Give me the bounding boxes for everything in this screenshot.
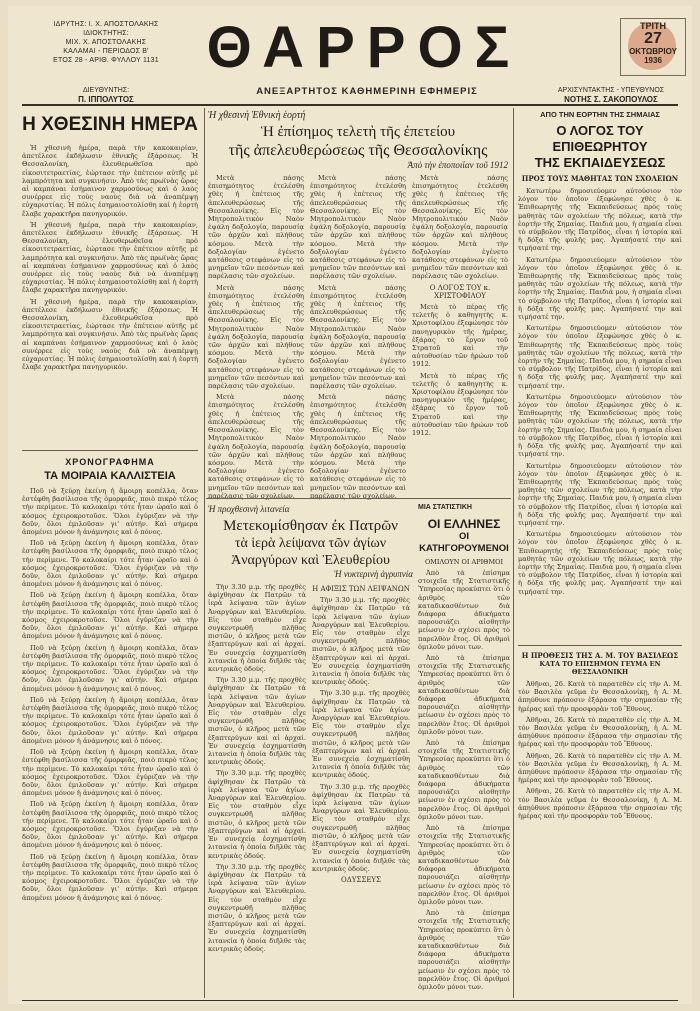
arrival-subhead: Η ΑΦΙΞΙΣ ΤΩΝ ΛΕΙΨΑΝΩΝ	[312, 585, 410, 593]
center-bottom-text: Τὴν 3.30 μ.μ. τῆς προχθὲς ἀφίχθησαν ἐκ Πατρῶν τὰ ἱερὰ λείψανα τῶν ἁγίων Ἀναργύρων καὶ Ἐλευθερίου. Εἰς τὸν σταθμὸν εἶχε συγκεντρωθῆ πλῆθος πιστῶν, ὁ κλῆρος μετὰ τῶν ἑξαπτερύγων καὶ αἱ ἀρχαί. Ἐν συνεχείᾳ ἐσχηματίσθη λιτανεία ἡ ὁποία διῆλθε τὰς κεντρικὰς ὁδούς.	[208, 583, 306, 674]
chronicle-text: Ποῦ νὰ ξεύρῃ ἐκείνη ἡ ἄμοιρη κοπέλλα, ὅταν ἐστέφθη βασίλισσα τῆς ὀμορφιᾶς, ποιὸ πικρὸ τέλος τὴν περίμενε. Τὸ καλοκαίρι τότε ἦταν ὡραῖο καὶ ὁ κόσμος ἐχειροκροτοῦσε. Ὅλοι ἐγύριζαν νὰ τὴν δοῦν, ὅλοι ἐμιλοῦσαν γι' αὐτήν. Καὶ σήμερα ἀπομένει μόνον ἡ ἀνάμνησις καὶ ὁ πόνος.	[22, 487, 198, 537]
center-bottom-title3: Ἀναργύρων καὶ Ἐλευθερίου	[231, 553, 390, 568]
right-column	[518, 110, 682, 994]
christofilou-text: Μετὰ τὸ πέρας τῆς τελετῆς ὁ καθηγητὴς κ. Χριστοφίλου ἐξεφώνησε τὸν πανηγυρικὸν τῆς ἡμέρας, ἐξάρας τὸ ἔργον τοῦ Στρατοῦ καὶ τὴν αὐτοθυσίαν τῶν ἡρώων τοῦ 1912.	[412, 303, 508, 369]
owner-label: ΙΔΙΟΚΤΗΤΗΣ:	[83, 30, 129, 37]
center-top-col1	[208, 174, 304, 500]
stats-text: Ἀπὸ τὰ ἐπίσημα στοιχεῖα τῆς Στατιστικῆς Ὑπηρεσίας προκύπτει ὅτι ὁ ἀριθμὸς τῶν καταδικασθέντων διὰ διάφορα ἀδικήματα παρουσιάζει αἰσθητὴν μείωσιν ἐν σχέσει πρὸς τὸ παρελθὸν ἔτος. Οἱ ἀριθμοὶ ὁμιλοῦν μόνοι των.	[418, 569, 510, 651]
editor-name: ΝΟΤΗΣ Σ. ΣΑΚΟΠΟΥΛΟΣ	[564, 95, 658, 104]
stats-kicker: ΜΙΑ ΣΤΑΤΙΣΤΙΚΗ	[418, 504, 472, 511]
center-bottom-columns	[208, 583, 413, 973]
center-top-columns	[208, 174, 508, 500]
right-section-rule	[518, 645, 682, 646]
center-top-text-cont: Μετὰ πάσης ἐπισημότητος ἐτελέσθη χθὲς ἡ ἐπέτειος τῆς ἀπελευθερώσεως τῆς Θεσσαλονίκης. Εἰς τὸν Μητροπολιτικὸν Ναὸν ἐψάλη δοξολογία, παρουσίᾳ τῶν ἀρχῶν καὶ πλήθους κόσμου. Μετὰ τὴν δοξολογίαν ἐγένετο κατάθεσις στεφάνων εἰς τὸ μνημεῖον τῶν πεσόντων καὶ παρέλασις τῶν σχολείων.	[208, 393, 304, 500]
center-bottom-kicker2: Ἡ νυκτερινὴ ἀγρυπνία	[334, 569, 413, 579]
chronicle-text-cont: Ποῦ νὰ ξεύρῃ ἐκείνη ἡ ἄμοιρη κοπέλλα, ὅταν ἐστέφθη βασίλισσα τῆς ὀμορφιᾶς, ποιὸ πικρὸ τέλος τὴν περίμενε. Τὸ καλοκαίρι τότε ἦταν ὡραῖο καὶ ὁ κόσμος ἐχειροκροτοῦσε. Ὅλοι ἐγύριζαν νὰ τὴν δοῦν, ὅλοι ἐμιλοῦσαν γι' αὐτήν. Καὶ σήμερα ἀπομένει μόνον ἡ ἀνάμνησις καὶ ὁ πόνος.	[22, 591, 198, 641]
center-bottom-title1: Μετεκομίσθησαν ἐκ Πατρῶν	[223, 518, 398, 534]
center-top-title2: τῆς ἀπελευθερώσεως τῆς Θεσσαλονίκης	[228, 142, 488, 159]
chronicle-title: ΤΑ ΜΟΙΡΑΙΑ ΚΑΛΛΙΣΤΕΙΑ	[44, 470, 176, 482]
king-body	[518, 680, 682, 940]
address-line: ΚΑΛΑΜΑΙ - ΠΕΡΙΟΔΟΣ Β'	[63, 48, 149, 55]
stats-article	[418, 504, 510, 994]
left-article-text: Ἡ χθεσινὴ ἡμέρα, παρὰ τὴν κακοκαιρίαν, ἀπετέλεσε ἐκδήλωσιν ἐθνικῆς ἐξάρσεως. Ἡ Θεσσαλονίκη, ἐλευθερωθεῖσα πρὸ εἰκοσιτετραετίας, ἑώρτασε τὴν ἐπέτειον αὐτῆς μὲ λαμπρότητα καὶ συγκινήσιν. Ἀπὸ τὰς πρωϊνὰς ὥρας αἱ καμπάναι ἐσήμαινον χαρμοσύνως καὶ ὁ λαὸς συνέρρεε εἰς τοὺς ναοὺς διὰ νὰ ἀναπέμψῃ εὐχαριστίας. Ἡ πόλις ἐσημαιοστολίσθη καὶ ἡ ἑορτὴ ἔλαβε χαρακτῆρα πανηγυρικόν.	[22, 144, 198, 218]
right-text-cont: Κατωτέρω δημοσιεύομεν αὐτούσιον τὸν λόγον τὸν ὁποῖον ἐξεφώνησε χθὲς ὁ κ. Ἐπιθεωρητὴς τῆς Ἐκπαιδεύσεως πρὸς τοὺς μαθητὰς τῶν σχολείων τῆς πόλεως, κατὰ τὴν ἑορτὴν τῆς Σημαίας. Παιδιά μου, ἡ σημαία εἶναι τὸ σύμβολον τῆς Πατρίδος, εἶναι ἡ ἱστορία καὶ ἡ δόξα τῆς φυλῆς μας. Ἀγαπήσατέ την καὶ τιμήσατέ την.	[518, 530, 682, 596]
left-article-text-cont: Ἡ χθεσινὴ ἡμέρα, παρὰ τὴν κακοκαιρίαν, ἀπετέλεσε ἐκδήλωσιν ἐθνικῆς ἐξάρσεως. Ἡ Θεσσαλονίκη, ἐλευθερωθεῖσα πρὸ εἰκοσιτετραετίας, ἑώρτασε τὴν ἐπέτειον αὐτῆς μὲ λαμπρότητα καὶ συγκινήσιν. Ἀπὸ τὰς πρωϊνὰς ὥρας αἱ καμπάναι ἐσήμαινον χαρμοσύνως καὶ ὁ λαὸς συνέρρεε εἰς τοὺς ναοὺς διὰ νὰ ἀναπέμψῃ εὐχαριστίας. Ἡ πόλις ἐσημαιοστολίσθη καὶ ἡ ἑορτὴ ἔλαβε χαρακτῆρα πανηγυρικόν.	[22, 297, 198, 372]
christofilou-text-cont: Μετὰ τὸ πέρας τῆς τελετῆς ὁ καθηγητὴς κ. Χριστοφίλου ἐξεφώνησε τὸν πανηγυρικὸν τῆς ἡμέρας, ἐξάρας τὸ ἔργον τοῦ Στρατοῦ καὶ τὴν αὐτοθυσίαν τῶν ἡρώων τοῦ 1912.	[412, 371, 508, 438]
date-year: 1936	[644, 56, 662, 65]
masthead-title: ΘΑΡΡΟΣ	[206, 15, 522, 80]
left-article-body	[22, 144, 198, 444]
center-bottom-kicker: Ἡ προχθεσινὴ λιτανεία	[208, 504, 290, 514]
chronicle-text-cont: Ποῦ νὰ ξεύρῃ ἐκείνη ἡ ἄμοιρη κοπέλλα, ὅταν ἐστέφθη βασίλισσα τῆς ὀμορφιᾶς, ποιὸ πικρὸ τέλος τὴν περίμενε. Τὸ καλοκαίρι τότε ἦταν ὡραῖο καὶ ὁ κόσμος ἐχειροκροτοῦσε. Ὅλοι ἐγύριζαν νὰ τὴν δοῦν, ὅλοι ἐμιλοῦσαν γι' αὐτήν. Καὶ σήμερα ἀπομένει μόνον ἡ ἀνάμνησις καὶ ὁ πόνος.	[22, 695, 198, 745]
king-text: Ἀθῆναι, 26. Κατὰ τὸ παρατεθὲν εἰς τὴν Α. Μ. τὸν Βασιλέα γεῦμα ἐν Θεσσαλονίκῃ, ἡ Α. Μ. ἀπηύθυνε πρόποσιν ἐξάρασα τὴν σημασίαν τῆς ἡμέρας καὶ τὴν προσφορὰν τοῦ Ἔθνους.	[518, 680, 682, 713]
right-body	[518, 187, 682, 637]
center-bottom-article	[208, 504, 413, 994]
center-top-text-cont: Μετὰ πάσης ἐπισημότητος ἐτελέσθη χθὲς ἡ ἐπέτειος τῆς ἀπελευθερώσεως τῆς Θεσσαλονίκης. Εἰς τὸν Μητροπολιτικὸν Ναὸν ἐψάλη δοξολογία, παρουσίᾳ τῶν ἀρχῶν καὶ πλήθους κόσμου. Μετὰ τὴν δοξολογίαν ἐγένετο κατάθεσις στεφάνων εἰς τὸ μνημεῖον τῶν πεσόντων καὶ παρέλασις τῶν σχολείων.	[310, 174, 406, 281]
left-article-text-cont: Ἡ χθεσινὴ ἡμέρα, παρὰ τὴν κακοκαιρίαν, ἀπετέλεσε ἐκδήλωσιν ἐθνικῆς ἐξάρσεως. Ἡ Θεσσαλονίκη, ἐλευθερωθεῖσα πρὸ εἰκοσιτετραετίας, ἑώρτασε τὴν ἐπέτειον αὐτῆς μὲ λαμπρότητα καὶ συγκινήσιν. Ἀπὸ τὰς πρωϊνὰς ὥρας αἱ καμπάναι ἐσήμαινον χαρμοσύνως καὶ ὁ λαὸς συνέρρεε εἰς τοὺς ναοὺς διὰ νὰ ἀναπέμψῃ εὐχαριστίας. Ἡ πόλις ἐσημαιοστολίσθη καὶ ἡ ἑορτὴ ἔλαβε χαρακτῆρα πανηγυρικόν.	[22, 220, 198, 295]
header-rule	[22, 104, 678, 106]
stats-sub: ΟΜΙΛΟΥΝ ΟΙ ΑΡΙΘΜΟΙ	[424, 558, 504, 566]
center-top-text-cont: Μετὰ πάσης ἐπισημότητος ἐτελέσθη χθὲς ἡ ἐπέτειος τῆς ἀπελευθερώσεως τῆς Θεσσαλονίκης. Εἰς τὸν Μητροπολιτικὸν Ναὸν ἐψάλη δοξολογία, παρουσίᾳ τῶν ἀρχῶν καὶ πλήθους κόσμου. Μετὰ τὴν δοξολογίαν ἐγένετο κατάθεσις στεφάνων εἰς τὸ μνημεῖον τῶν πεσόντων καὶ παρέλασις τῶν σχολείων.	[412, 174, 508, 281]
chronicle-text-cont: Ποῦ νὰ ξεύρῃ ἐκείνη ἡ ἄμοιρη κοπέλλα, ὅταν ἐστέφθη βασίλισσα τῆς ὀμορφιᾶς, ποιὸ πικρὸ τέλος τὴν περίμενε. Τὸ καλοκαίρι τότε ἦταν ὡραῖο καὶ ὁ κόσμος ἐχειροκροτοῦσε. Ὅλοι ἐγύριζαν νὰ τὴν δοῦν, ὅλοι ἐμιλοῦσαν γι' αὐτήν. Καὶ σήμερα ἀπομένει μόνον ἡ ἀνάμνησις καὶ ὁ πόνος.	[22, 800, 198, 850]
issue-line: ΕΤΟΣ 28 - ΑΡΙΘ. ΦΥΛΛΟΥ 1131	[53, 57, 159, 64]
left-column	[22, 110, 198, 990]
director-info	[26, 86, 186, 104]
paper-subtitle: ΑΝΕΞΑΡΤΗΤΟΣ ΚΑΘΗΜΕΡΙΝΗ ΕΦΗΜΕΡΙΣ	[256, 86, 478, 97]
editor-info	[536, 86, 686, 104]
center-top-text: Μετὰ πάσης ἐπισημότητος ἐτελέσθη χθὲς ἡ ἐπέτειος τῆς ἀπελευθερώσεως τῆς Θεσσαλονίκης. Εἰς τὸν Μητροπολιτικὸν Ναὸν ἐψάλη δοξολογία, παρουσίᾳ τῶν ἀρχῶν καὶ πλήθους κόσμου. Μετὰ τὴν δοξολογίαν ἐγένετο κατάθεσις στεφάνων εἰς τὸ μνημεῖον τῶν πεσόντων καὶ παρέλασις τῶν σχολείων.	[208, 174, 304, 281]
right-kicker: ΑΠΟ ΤΗΝ ΕΟΡΤΗΝ ΤΗΣ ΣΗΜΑΙΑΣ	[540, 110, 660, 119]
center-bottom-text-cont: Τὴν 3.30 μ.μ. τῆς προχθὲς ἀφίχθησαν ἐκ Πατρῶν τὰ ἱερὰ λείψανα τῶν ἁγίων Ἀναργύρων καὶ Ἐλευθερίου. Εἰς τὸν σταθμὸν εἶχε συγκεντρωθῆ πλῆθος πιστῶν, ὁ κλῆρος μετὰ τῶν ἑξαπτερύγων καὶ αἱ ἀρχαί. Ἐν συνεχείᾳ ἐσχηματίσθη λιτανεία ἡ ὁποία διῆλθε τὰς κεντρικὰς ὁδούς.	[312, 782, 410, 873]
center-top-text-cont: Μετὰ πάσης ἐπισημότητος ἐτελέσθη χθὲς ἡ ἐπέτειος τῆς ἀπελευθερώσεως τῆς Θεσσαλονίκης. Εἰς τὸν Μητροπολιτικὸν Ναὸν ἐψάλη δοξολογία, παρουσίᾳ τῶν ἀρχῶν καὶ πλήθους κόσμου. Μετὰ τὴν δοξολογίαν ἐγένετο κατάθεσις στεφάνων εἰς τὸ μνημεῖον τῶν πεσόντων καὶ παρέλασις τῶν σχολείων.	[208, 283, 304, 391]
date-number: 27	[644, 30, 662, 47]
center-bottom-title2: τὰ ἱερὰ λείψανα τῶν ἁγίων	[234, 536, 387, 551]
king-text-cont: Ἀθῆναι, 26. Κατὰ τὸ παρατεθὲν εἰς τὴν Α. Μ. τὸν Βασιλέα γεῦμα ἐν Θεσσαλονίκῃ, ἡ Α. Μ. ἀπηύθυνε πρόποσιν ἐξάρασα τὴν σημασίαν τῆς ἡμέρας καὶ τὴν προσφορὰν τοῦ Ἔθνους.	[518, 751, 682, 785]
center-top-text-cont: Μετὰ πάσης ἐπισημότητος ἐτελέσθη χθὲς ἡ ἐπέτειος τῆς ἀπελευθερώσεως τῆς Θεσσαλονίκης. Εἰς τὸν Μητροπολιτικὸν Ναὸν ἐψάλη δοξολογία, παρουσίᾳ τῶν ἀρχῶν καὶ πλήθους κόσμου. Μετὰ τὴν δοξολογίαν ἐγένετο κατάθεσις στεφάνων εἰς τὸ μνημεῖον τῶν πεσόντων καὶ παρέλασις τῶν σχολείων.	[310, 393, 406, 500]
center-top-col2	[310, 174, 406, 500]
right-text-cont: Κατωτέρω δημοσιεύομεν αὐτούσιον τὸν λόγον τὸν ὁποῖον ἐξεφώνησε χθὲς ὁ κ. Ἐπιθεωρητὴς τῆς Ἐκπαιδεύσεως πρὸς τοὺς μαθητὰς τῶν σχολείων τῆς πόλεως, κατὰ τὴν ἑορτὴν τῆς Σημαίας. Παιδιά μου, ἡ σημαία εἶναι τὸ σύμβολον τῆς Πατρίδος, εἶναι ἡ ἱστορία καὶ ἡ δόξα τῆς φυλῆς μας. Ἀγαπήσατέ την καὶ τιμήσατέ την.	[518, 392, 682, 459]
center-bottom-text-cont: Τὴν 3.30 μ.μ. τῆς προχθὲς ἀφίχθησαν ἐκ Πατρῶν τὰ ἱερὰ λείψανα τῶν ἁγίων Ἀναργύρων καὶ Ἐλευθερίου. Εἰς τὸν σταθμὸν εἶχε συγκεντρωθῆ πλῆθος πιστῶν, ὁ κλῆρος μετὰ τῶν ἑξαπτερύγων καὶ αἱ ἀρχαί. Ἐν συνεχείᾳ ἐσχηματίσθη λιτανεία ἡ ὁποία διῆλθε τὰς κεντρικὰς ὁδούς.	[312, 596, 410, 687]
chronicle-body	[22, 487, 198, 1007]
founder-line: ΙΔΡΥΤΗΣ: Ι. Χ. ΑΠΟΣΤΟΛΑΚΗΣ	[53, 21, 159, 28]
stats-title1: ΟΙ ΕΛΛΗΝΕΣ	[427, 517, 501, 531]
center-bottom-text-cont: Τὴν 3.30 μ.μ. τῆς προχθὲς ἀφίχθησαν ἐκ Πατρῶν τὰ ἱερὰ λείψανα τῶν ἁγίων Ἀναργύρων καὶ Ἐλευθερίου. Εἰς τὸν σταθμὸν εἶχε συγκεντρωθῆ πλῆθος πιστῶν, ὁ κλῆρος μετὰ τῶν ἑξαπτερύγων καὶ αἱ ἀρχαί. Ἐν συνεχείᾳ ἐσχηματίσθη λιτανεία ἡ ὁποία διῆλθε τὰς κεντρικὰς ὁδούς.	[208, 769, 306, 860]
chronicle-heading: ΧΡΟΝΟΓΡΑΦΗΜΑ	[65, 457, 155, 467]
right-sub: ΠΡΟΣ ΤΟΥΣ ΜΑΘΗΤΑΣ ΤΩΝ ΣΧΟΛΕΙΩΝ	[521, 174, 679, 183]
newspaper-page	[8, 6, 692, 1004]
stats-text-cont: Ἀπὸ τὰ ἐπίσημα στοιχεῖα τῆς Στατιστικῆς Ὑπηρεσίας προκύπτει ὅτι ὁ ἀριθμὸς τῶν καταδικασθέντων διὰ διάφορα ἀδικήματα παρουσιάζει αἰσθητὴν μείωσιν ἐν σχέσει πρὸς τὸ παρελθὸν ἔτος. Οἱ ἀριθμοὶ ὁμιλοῦν μόνοι των.	[418, 909, 510, 991]
center-top-kicker2: Ἀπὸ τὴν ἐποποιΐαν τοῦ 1912	[407, 160, 508, 170]
stats-text-cont: Ἀπὸ τὰ ἐπίσημα στοιχεῖα τῆς Στατιστικῆς Ὑπηρεσίας προκύπτει ὅτι ὁ ἀριθμὸς τῶν καταδικασθέντων διὰ διάφορα ἀδικήματα παρουσιάζει αἰσθητὴν μείωσιν ἐν σχέσει πρὸς τὸ παρελθὸν ἔτος. Οἱ ἀριθμοὶ ὁμιλοῦν μόνοι των.	[418, 824, 510, 906]
center-top-kicker: Ἡ χθεσινὴ Ἐθνικὴ ἑορτή	[208, 110, 306, 121]
stats-text-cont: Ἀπὸ τὰ ἐπίσημα στοιχεῖα τῆς Στατιστικῆς Ὑπηρεσίας προκύπτει ὅτι ὁ ἀριθμὸς τῶν καταδικασθέντων διὰ διάφορα ἀδικήματα παρουσιάζει αἰσθητὴν μείωσιν ἐν σχέσει πρὸς τὸ παρελθὸν ἔτος. Οἱ ἀριθμοὶ ὁμιλοῦν μόνοι των.	[418, 739, 510, 821]
king-text-cont: Ἀθῆναι, 26. Κατὰ τὸ παρατεθὲν εἰς τὴν Α. Μ. τὸν Βασιλέα γεῦμα ἐν Θεσσαλονίκῃ, ἡ Α. Μ. ἀπηύθυνε πρόποσιν ἐξάρασα τὴν σημασίαν τῆς ἡμέρας καὶ τὴν προσφορὰν τοῦ Ἔθνους.	[518, 715, 682, 749]
stats-title2: ΟΙ ΚΑΤΗΓΟΡΟΥΜΕΝΟΙ	[419, 531, 509, 554]
chronicle-text-cont: Ποῦ νὰ ξεύρῃ ἐκείνη ἡ ἄμοιρη κοπέλλα, ὅταν ἐστέφθη βασίλισσα τῆς ὀμορφιᾶς, ποιὸ πικρὸ τέλος τὴν περίμενε. Τὸ καλοκαίρι τότε ἦταν ὡραῖο καὶ ὁ κόσμος ἐχειροκροτοῦσε. Ὅλοι ἐγύριζαν νὰ τὴν δοῦν, ὅλοι ἐμιλοῦσαν γι' αὐτήν. Καὶ σήμερα ἀπομένει μόνον ἡ ἀνάμνησις καὶ ὁ πόνος.	[22, 539, 198, 589]
chronicle-text-cont: Ποῦ νὰ ξεύρῃ ἐκείνη ἡ ἄμοιρη κοπέλλα, ὅταν ἐστέφθη βασίλισσα τῆς ὀμορφιᾶς, ποιὸ πικρὸ τέλος τὴν περίμενε. Τὸ καλοκαίρι τότε ἦταν ὡραῖο καὶ ὁ κόσμος ἐχειροκροτοῦσε. Ὅλοι ἐγύριζαν νὰ τὴν δοῦν, ὅλοι ἐμιλοῦσαν γι' αὐτήν. Καὶ σήμερα ἀπομένει μόνον ἡ ἀνάμνησις καὶ ὁ πόνος.	[22, 643, 198, 693]
king-heading: Η ΠΡΟΘΕΣΙΣ ΤΗΣ Α. Μ. ΤΟΥ ΒΑΣΙΛΕΩΣ	[521, 651, 679, 660]
christofilou-heading: Ο ΛΟΓΟΣ ΤΟΥ κ. ΧΡΙΣΤΟΦΙΛΟΥ	[429, 283, 491, 300]
center-bottom-text-cont: Τὴν 3.30 μ.μ. τῆς προχθὲς ἀφίχθησαν ἐκ Πατρῶν τὰ ἱερὰ λείψανα τῶν ἁγίων Ἀναργύρων καὶ Ἐλευθερίου. Εἰς τὸν σταθμὸν εἶχε συγκεντρωθῆ πλῆθος πιστῶν, ὁ κλῆρος μετὰ τῶν ἑξαπτερύγων καὶ αἱ ἀρχαί. Ἐν συνεχείᾳ ἐσχηματίσθη λιτανεία ἡ ὁποία διῆλθε τὰς κεντρικὰς ὁδούς.	[208, 862, 306, 953]
chronicle-text-cont: Ποῦ νὰ ξεύρῃ ἐκείνη ἡ ἄμοιρη κοπέλλα, ὅταν ἐστέφθη βασίλισσα τῆς ὀμορφιᾶς, ποιὸ πικρὸ τέλος τὴν περίμενε. Τὸ καλοκαίρι τότε ἦταν ὡραῖο καὶ ὁ κόσμος ἐχειροκροτοῦσε. Ὅλοι ἐγύριζαν νὰ τὴν δοῦν, ὅλοι ἐμιλοῦσαν γι' αὐτήν. Καὶ σήμερα ἀπομένει μόνον ἡ ἀνάμνησις καὶ ὁ πόνος.	[22, 748, 198, 798]
right-title1: Ο ΛΟΓΟΣ ΤΟΥ ΕΠΙΘΕΩΡΗΤΟΥ	[552, 123, 648, 154]
stats-body	[418, 569, 510, 991]
author-signature: ΟΔΥΣΣΕΥΣ	[341, 875, 381, 884]
center-bottom-text-cont: Τὴν 3.30 μ.μ. τῆς προχθὲς ἀφίχθησαν ἐκ Πατρῶν τὰ ἱερὰ λείψανα τῶν ἁγίων Ἀναργύρων καὶ Ἐλευθερίου. Εἰς τὸν σταθμὸν εἶχε συγκεντρωθῆ πλῆθος πιστῶν, ὁ κλῆρος μετὰ τῶν ἑξαπτερύγων καὶ αἱ ἀρχαί. Ἐν συνεχείᾳ ἐσχηματίσθη λιτανεία ἡ ὁποία διῆλθε τὰς κεντρικὰς ὁδούς.	[312, 689, 410, 780]
center-top-col3	[412, 174, 508, 474]
right-title2: ΤΗΣ ΕΚΠΑΙΔΕΥΣΕΩΣ	[534, 155, 666, 170]
center-section-rule	[206, 498, 511, 499]
right-text-cont: Κατωτέρω δημοσιεύομεν αὐτούσιον τὸν λόγον τὸν ὁποῖον ἐξεφώνησε χθὲς ὁ κ. Ἐπιθεωρητὴς τῆς Ἐκπαιδεύσεως πρὸς τοὺς μαθητὰς τῶν σχολείων τῆς πόλεως, κατὰ τὴν ἑορτὴν τῆς Σημαίας. Παιδιά μου, ἡ σημαία εἶναι τὸ σύμβολον τῆς Πατρίδος, εἶναι ἡ ἱστορία καὶ ἡ δόξα τῆς φυλῆς μας. Ἀγαπήσατέ την καὶ τιμήσατέ την.	[518, 461, 682, 527]
column-divider	[513, 108, 514, 998]
stats-text-cont: Ἀπὸ τὰ ἐπίσημα στοιχεῖα τῆς Στατιστικῆς Ὑπηρεσίας προκύπτει ὅτι ὁ ἀριθμὸς τῶν καταδικασθέντων διὰ διάφορα ἀδικήματα παρουσιάζει αἰσθητὴν μείωσιν ἐν σχέσει πρὸς τὸ παρελθὸν ἔτος. Οἱ ἀριθμοὶ ὁμιλοῦν μόνοι των.	[418, 654, 510, 736]
left-headline: Η ΧΘΕΣΙΝΗ ΗΜΕΡΑ	[22, 114, 198, 135]
right-text-cont: Κατωτέρω δημοσιεύομεν αὐτούσιον τὸν λόγον τὸν ὁποῖον ἐξεφώνησε χθὲς ὁ κ. Ἐπιθεωρητὴς τῆς Ἐκπαιδεύσεως πρὸς τοὺς μαθητὰς τῶν σχολείων τῆς πόλεως, κατὰ τὴν ἑορτὴν τῆς Σημαίας. Παιδιά μου, ἡ σημαία εἶναι τὸ σύμβολον τῆς Πατρίδος, εἶναι ἡ ἱστορία καὶ ἡ δόξα τῆς φυλῆς μας. Ἀγαπήσατέ την καὶ τιμήσατέ την.	[518, 255, 682, 322]
column-divider	[204, 108, 205, 998]
date-box	[620, 18, 686, 76]
date-day: ΤΡΙΤΗ	[640, 21, 666, 31]
right-text-cont: Κατωτέρω δημοσιεύομεν αὐτούσιον τὸν λόγον τὸν ὁποῖον ἐξεφώνησε χθὲς ὁ κ. Ἐπιθεωρητὴς τῆς Ἐκπαιδεύσεως πρὸς τοὺς μαθητὰς τῶν σχολείων τῆς πόλεως, κατὰ τὴν ἑορτὴν τῆς Σημαίας. Παιδιά μου, ἡ σημαία εἶναι τὸ σύμβολον τῆς Πατρίδος, εἶναι ἡ ἱστορία καὶ ἡ δόξα τῆς φυλῆς μας. Ἀγαπήσατέ την καὶ τιμήσατέ την.	[518, 324, 682, 390]
king-subheading: ΚΑΤΑ ΤΟ ΕΠΙΣΗΜΟΝ ΓΕΥΜΑ ΕΝ ΘΕΣΣΑΛΟΝΙΚΗ	[539, 660, 661, 676]
right-text: Κατωτέρω δημοσιεύομεν αὐτούσιον τὸν λόγον τὸν ὁποῖον ἐξεφώνησε χθὲς ὁ κ. Ἐπιθεωρητὴς τῆς Ἐκπαιδεύσεως πρὸς τοὺς μαθητὰς τῶν σχολείων τῆς πόλεως, κατὰ τὴν ἑορτὴν τῆς Σημαίας. Παιδιά μου, ἡ σημαία εἶναι τὸ σύμβολον τῆς Πατρίδος, εἶναι ἡ ἱστορία καὶ ἡ δόξα τῆς φυλῆς μας. Ἀγαπήσατέ την καὶ τιμήσατέ την.	[518, 187, 682, 253]
center-bottom-text-cont: Τὴν 3.30 μ.μ. τῆς προχθὲς ἀφίχθησαν ἐκ Πατρῶν τὰ ἱερὰ λείψανα τῶν ἁγίων Ἀναργύρων καὶ Ἐλευθερίου. Εἰς τὸν σταθμὸν εἶχε συγκεντρωθῆ πλῆθος πιστῶν, ὁ κλῆρος μετὰ τῶν ἑξαπτερύγων καὶ αἱ ἀρχαί. Ἐν συνεχείᾳ ἐσχηματίσθη λιτανεία ἡ ὁποία διῆλθε τὰς κεντρικὰς ὁδούς.	[208, 676, 306, 767]
center-top-title1: Ἡ ἐπίσημος τελετὴ τῆς ἐπετείου	[260, 124, 456, 140]
director-label: ΔΙΕΥΘΥΝΤΗΣ:	[82, 87, 130, 94]
footer-rule	[22, 1000, 678, 1001]
editor-label: ΑΡΧΙΣΥΝΤΑΚΤΗΣ - ΥΠΕΥΘΥΝΟΣ	[557, 87, 665, 94]
center-bottom-col1	[208, 583, 306, 973]
king-text-cont: Ἀθῆναι, 26. Κατὰ τὸ παρατεθὲν εἰς τὴν Α. Μ. τὸν Βασιλέα γεῦμα ἐν Θεσσαλονίκῃ, ἡ Α. Μ. ἀπηύθυνε πρόποσιν ἐξάρασα τὴν σημασίαν τῆς ἡμέρας καὶ τὴν προσφορὰν τοῦ Ἔθνους.	[518, 787, 682, 821]
director-name: Π. ΙΠΠΟΛΥΤΟΣ	[78, 95, 134, 104]
chronicle-text-cont: Ποῦ νὰ ξεύρῃ ἐκείνη ἡ ἄμοιρη κοπέλλα, ὅταν ἐστέφθη βασίλισσα τῆς ὀμορφιᾶς, ποιὸ πικρὸ τέλος τὴν περίμενε. Τὸ καλοκαίρι τότε ἦταν ὡραῖο καὶ ὁ κόσμος ἐχειροκροτοῦσε. Ὅλοι ἐγύριζαν νὰ τὴν δοῦν, ὅλοι ἐμιλοῦσαν γι' αὐτήν. Καὶ σήμερα ἀπομένει μόνον ἡ ἀνάμνησις καὶ ὁ πόνος.	[22, 852, 198, 902]
center-top-article	[208, 110, 508, 500]
center-bottom-col2	[312, 583, 410, 973]
center-top-text-cont: Μετὰ πάσης ἐπισημότητος ἐτελέσθη χθὲς ἡ ἐπέτειος τῆς ἀπελευθερώσεως τῆς Θεσσαλονίκης. Εἰς τὸν Μητροπολιτικὸν Ναὸν ἐψάλη δοξολογία, παρουσίᾳ τῶν ἀρχῶν καὶ πλήθους κόσμου. Μετὰ τὴν δοξολογίαν ἐγένετο κατάθεσις στεφάνων εἰς τὸ μνημεῖον τῶν πεσόντων καὶ παρέλασις τῶν σχολείων.	[310, 283, 406, 391]
publisher-info	[26, 20, 186, 65]
owner-name: ΜΙΧ. Χ. ΑΠΟΣΤΟΛΑΚΗΣ	[65, 39, 147, 46]
date-month: ΟΚΤΩΒΡΙΟΥ	[629, 47, 677, 56]
section-rule	[22, 450, 198, 451]
